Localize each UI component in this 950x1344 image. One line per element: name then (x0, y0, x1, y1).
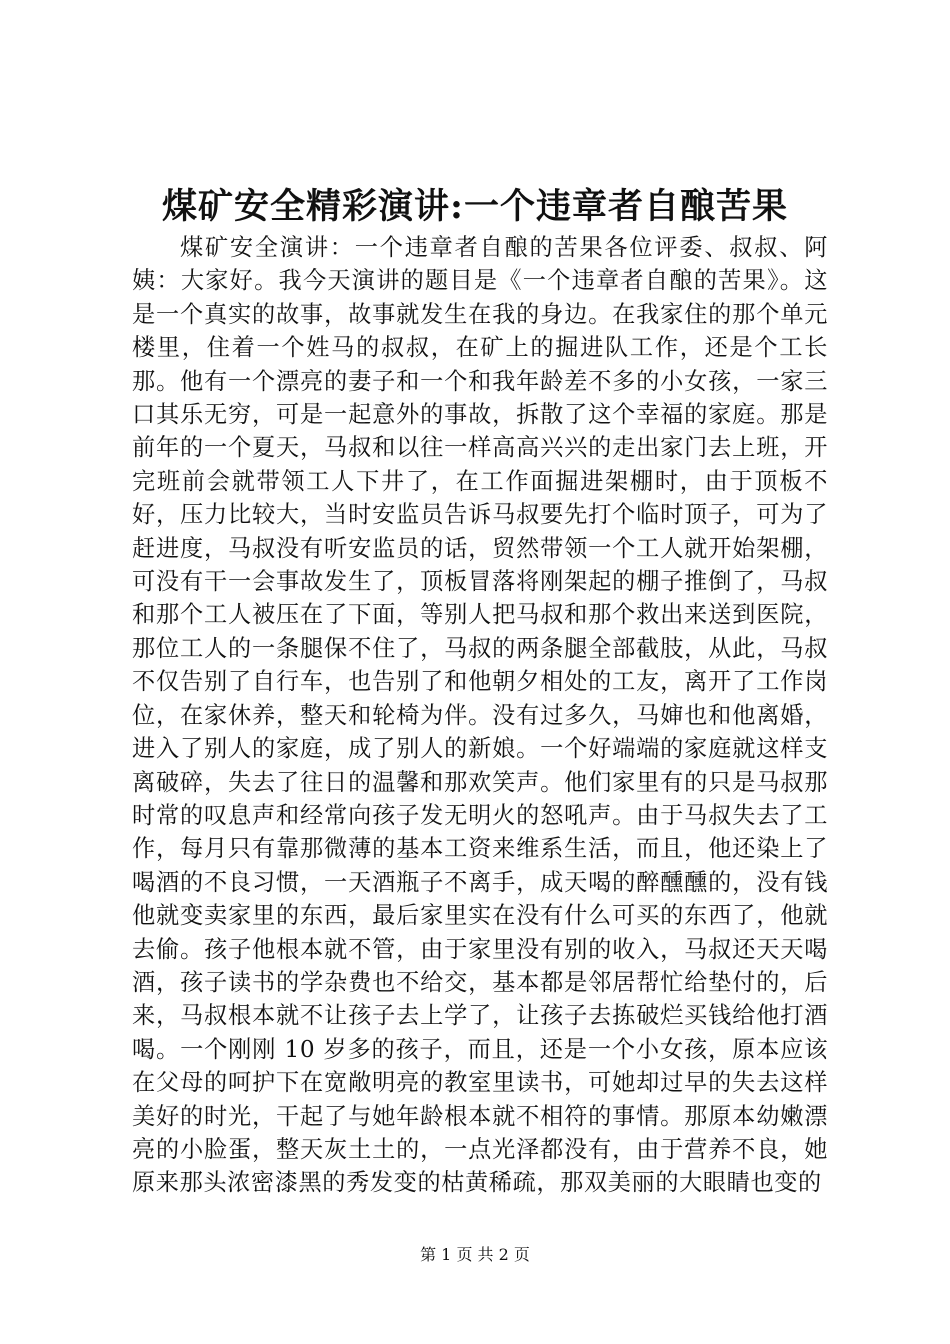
document-title: 煤矿安全精彩演讲:一个违章者自酿苦果 (162, 186, 788, 227)
document-body-paragraph: 煤矿安全演讲：一个违章者自酿的苦果各位评委、叔叔、阿姨：大家好。我今天演讲的题目是《一个违章者自酿的苦果》。这是一个真实的故事，故事就发生在我的身边。在我家住的那个单元楼里，住着一个姓马的叔叔，在矿上的掘进队工作，还是个工长那。他有一个漂亮的妻子和一个和我年龄差不多的小女孩，一家三口其乐无穷，可是一起意外的事故，拆散了这个幸福的家庭。那是前年的一个夏天，马叔和以往一样高高兴兴的走出家门去上班，开完班前会就带领工人下井了，在工作面掘进架棚时，由于顶板不好，压力比较大，当时安监员告诉马叔要先打个临时顶子，可为了赶进度，马叔没有听安监员的话，贸然带领一个工人就开始架棚，可没有干一会事故发生了，顶板冒落将刚架起的棚子推倒了，马叔和那个工人被压在了下面，等别人把马叔和那个救出来送到医院，那位工人的一条腿保不住了，马叔的两条腿全部截肢，从此，马叔不仅告别了自行车，也告别了和他朝夕相处的工友，离开了工作岗位，在家休养，整天和轮椅为伴。没有过多久，马婶也和他离婚，进入了别人的家庭，成了别人的新娘。一个好端端的家庭就这样支离破碎，失去了往日的温馨和那欢笑声。他们家里有的只是马叔那时常的叹息声和经常向孩子发无明火的怒吼声。由于马叔失去了工作，每月只有靠那微薄的基本工资来维系生活，而且，他还染上了喝酒的不良习惯，一天酒瓶子不离手，成天喝的醉醺醺的，没有钱他就变卖家里的东西，最后家里实在没有什么可买的东西了，他就去偷。孩子他根本就不管，由于家里没有别的收入，马叔还天天喝酒，孩子读书的学杂费也不给交，基本都是邻居帮忙给垫付的，后来，马叔根本就不让孩子去上学了，让孩子去拣破烂买钱给他打酒喝。一个刚刚 10 岁多的孩子，而且，还是一个小女孩，原本应该在父母的呵护下在宽敞明亮的教室里读书，可她却过早的失去这样美好的时光，干起了与她年龄根本就不相符的事情。那原本幼嫩漂亮的小脸蛋，整天灰土土的，一点光泽都没有，由于营养不良，她原来那头浓密漆黑的秀发变的枯黄稀疏，那双美丽的大眼睛也变的 (132, 234, 828, 1197)
page-number-footer: 第 1 页 共 2 页 (420, 1245, 530, 1264)
